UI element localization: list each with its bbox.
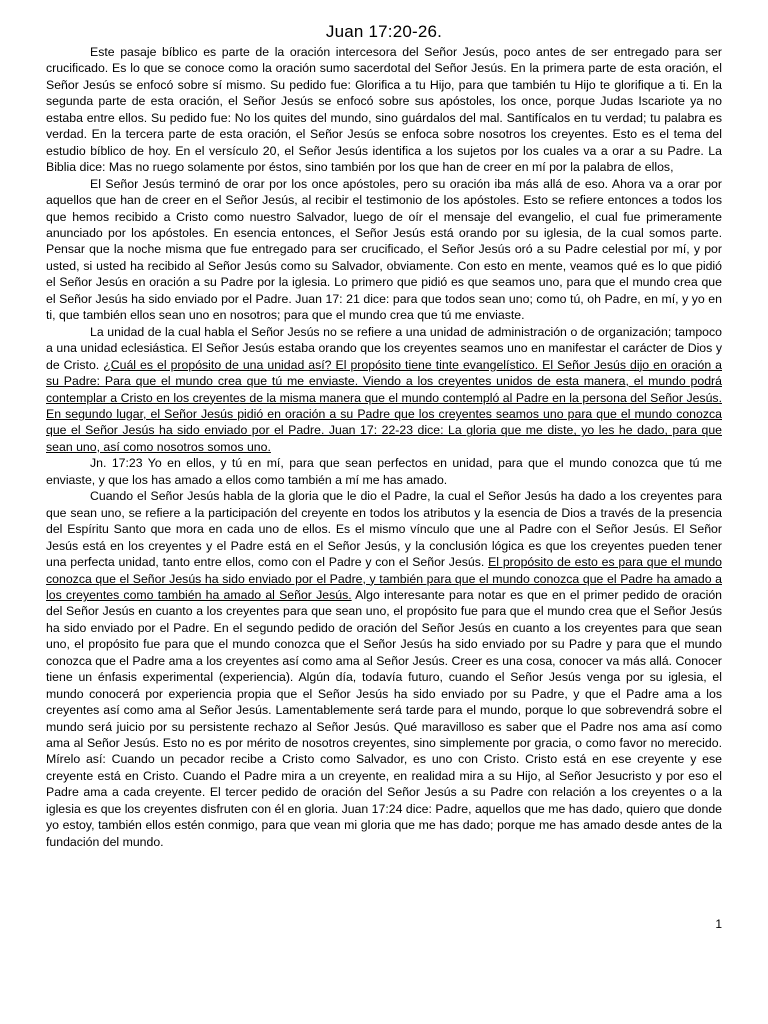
page-number: 1 xyxy=(715,917,722,931)
document-title: Juan 17:20-26. xyxy=(325,22,443,41)
paragraph-3-underlined-text: ¿Cuál es el propósito de una unidad así? El propósito tiene tinte evangelístico. El Señor Jesús dijo en oración a su Padre: Para que el mundo crea que tú me enviaste. Viendo a los creyentes unidos de esta manera, el mundo podrá contemplar a Cristo en los creyentes de la misma manera que el mundo contempló al Padre en la persona del Señor Jesús. En segundo lugar, el Señor Jesús pidió en oración a su Padre que los creyentes seamos uno para que el mundo conozca que el Señor Jesús ha sido enviado por el Padre. Juan 17: 22-23 dice: La gloria que me diste, yo les he dado, para que sean uno, así como nosotros somos uno. xyxy=(46,357,722,454)
document-body xyxy=(46,44,722,850)
paragraph-2-text: El Señor Jesús terminó de orar por los once apóstoles, pero su oración iba más allá de eso. Ahora va a orar por aquellos que han de creer en el Señor Jesús, al recibir el testimonio de los apóstoles. Esto se refiere entonces a todos los que hemos recibido a Cristo como nuestro Salvador, luego de oír el mensaje del evangelio, el cual fue primeramente anunciado por los apóstoles. En esencia entonces, el Señor Jesús está orando por su iglesia, de la cual somos parte. Pensar que la noche misma que fue entregado para ser crucificado, el Señor Jesús oró a su Padre celestial por mí, y por usted, si usted ha recibido al Señor Jesús como su Salvador, obviamente. Con esto en mente, veamos qué es lo que pidió el Señor Jesús en oración a su Padre por la iglesia. Lo primero que pidió es que seamos uno, para que el mundo crea que el Señor Jesús ha sido enviado por el Padre. Juan 17: 21 dice: para que todos sean uno; como tú, oh Padre, en mí, y yo en ti, que también ellos sean uno en nosotros; para que el mundo crea que tú me enviaste. xyxy=(46,176,722,323)
paragraph-5-text-a: Cuando el Señor Jesús habla de la gloria que le dio el Padre, la cual el Señor Jesús ha dado a los creyentes para que sean uno, se refiere a la participación del creyente en todos los atributos y la esencia de Dios a través de la presencia del Espíritu Santo que mora en cada uno de ellos. Es el mismo vínculo que une al Padre con el Señor Jesús. El Señor Jesús está en los creyentes y el Padre está en el Señor Jesús, y la conclusión lógica es que los creyentes pueden tener una perfecta unidad, tanto entre ellos, como con el Padre y con el Señor Jesús. xyxy=(46,489,722,570)
paragraph-5-text-b: Algo interesante para notar es que en el primer pedido de oración del Señor Jesús en cuanto a los creyentes para que sean uno, el propósito fue para que el mundo crea que el Señor Jesús ha sido enviado por el Padre. En el segundo pedido de oración del Señor Jesús en cuanto a los creyentes para que sean uno, el propósito fue para que el mundo conozca que el Señor Jesús ha sido enviado por su Padre y para que el mundo conozca que el Padre ama a los creyentes así como ama al Señor Jesús. Creer es una cosa, conocer va más allá. Conocer tiene un énfasis experimental (experiencia). Algún día, todavía futuro, cuando el Señor Jesús venga por su iglesia, el mundo conocerá por experiencia propia que el Señor Jesús ha sido enviado por su Padre, y que el Padre ama a los creyentes así como ama al Señor Jesús. Lamentablemente será tarde para el mundo, porque lo que sobrevendrá sobre el mundo será juicio por su persistente rechazo al Señor Jesús. Qué maravilloso es saber que el Padre nos ama así como ama al Señor Jesús. Esto no es por mérito de nosotros creyentes, sino simplemente por gracia, o como favor no merecido. Mírelo así: Cuando un pecador recibe a Cristo como Salvador, es uno con Cristo. Cristo está en ese creyente y ese creyente está en Cristo. Cuando el Padre mira a un creyente, en realidad mira a su Hijo, al Señor Jesucristo y por eso el Padre ama a cada creyente. El tercer pedido de oración del Señor Jesús a su Padre con relación a los creyentes o a la iglesia es que los creyentes disfruten con él en gloria. Juan 17:24 dice: Padre, aquellos que me has dado, quiero que donde yo estoy, también ellos estén conmigo, para que vean mi gloria que me has dado; porque me has amado desde antes de la fundación del mundo. xyxy=(46,587,722,849)
paragraph-4-verse xyxy=(46,455,722,488)
paragraph-1 xyxy=(46,44,722,176)
paragraph-5 xyxy=(46,488,722,850)
paragraph-2 xyxy=(46,176,722,324)
paragraph-1-text: Este pasaje bíblico es parte de la oración intercesora del Señor Jesús, poco antes de ser entregado para ser crucificado. Es lo que se conoce como la oración sumo sacerdotal del Señor Jesús. En la primera parte de esta oración, el Señor Jesús se enfocó sobre sí mismo. Su pedido fue: Glorifica a tu Hijo, para que también tu Hijo te glorifique a ti. En la segunda parte de esta oración, el Señor Jesús se enfocó sobre sus apóstoles, los once, porque Judas Iscariote ya no estaba entre ellos. Su pedido fue: No los quites del mundo, sino guárdalos del mal. Santifícalos en tu verdad; tu palabra es verdad. En la tercera parte de esta oración, el Señor Jesús se enfoca sobre nosotros los creyentes. Esto es el tema del estudio bíblico de hoy. En el versículo 20, el Señor Jesús identifica a los sujetos por los cuales va a orar a su Padre. La Biblia dice: Mas no ruego solamente por éstos, sino también por los que han de creer en mí por la palabra de ellos, xyxy=(46,45,722,175)
paragraph-3-text: La unidad de la cual habla el Señor Jesús no se refiere a una unidad de administración o de organización; tampoco a una unidad eclesiástica. El Señor Jesús estaba orando que los creyentes seamos uno en manifestar el carácter de Dios y de Cristo. xyxy=(46,324,722,372)
paragraph-5-underlined-text: El propósito de esto es para que el mundo conozca que el Señor Jesús ha sido enviado por el Padre, y también para que el mundo conozca que el Padre ha amado a los creyentes como también ha amado al Señor Jesús. xyxy=(46,555,722,602)
paragraph-4-text: Jn. 17:23 Yo en ellos, y tú en mí, para que sean perfectos en unidad, para que el mundo conozca que tú me enviaste, y que los has amado a ellos como también a mí me has amado. xyxy=(46,456,722,487)
paragraph-3 xyxy=(46,324,722,456)
